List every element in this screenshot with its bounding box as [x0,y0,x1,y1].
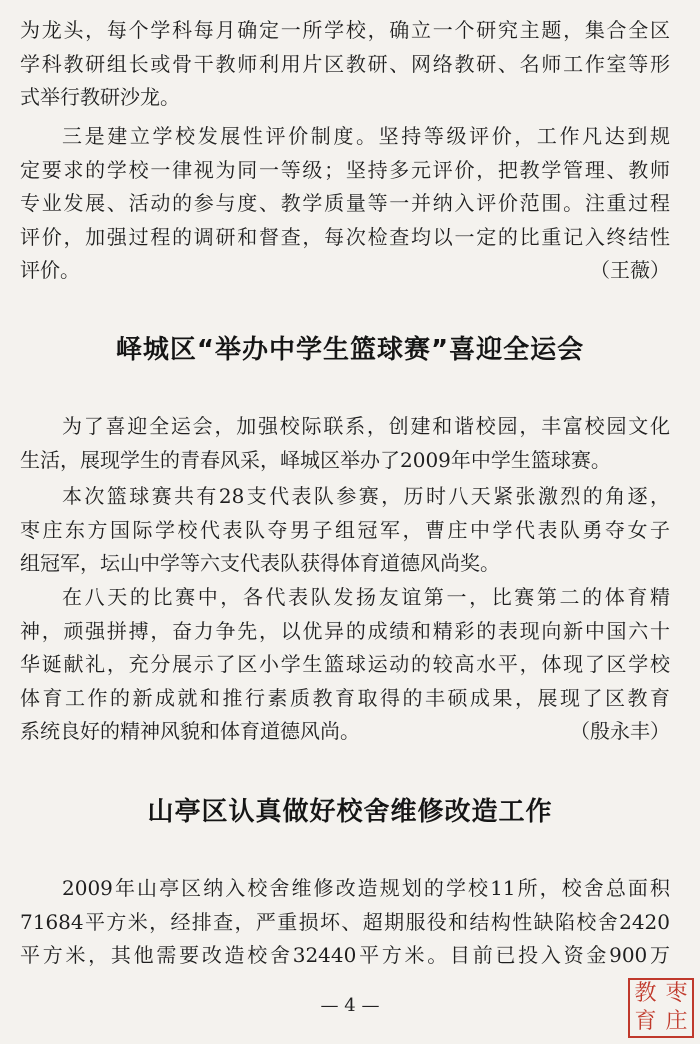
red-seal-stamp [628,978,694,1038]
text-fragment: 评价。 [20,258,80,282]
text-line: 生活，展现学生的青春风采，峄城区举办了2009年中学生篮球赛。 [20,447,611,472]
page-number: — 4 — [320,995,380,1016]
paragraph-renovation [0,872,700,973]
text-line: 学科教研组长或骨干教师利用片区教研、网络教研、名师工作室等形 [20,51,670,76]
text-line: 2009年山亭区纳入校舍维修改造规划的学校11所，校舍总面积 [62,876,670,900]
text-line: 定要求的学校一律视为同一等级；坚持多元评价，把教学管理、教师 [20,157,670,182]
text-line: 式举行教研沙龙。 [20,85,180,109]
paragraph-basketball-intro [0,410,700,477]
text-line: 71684平方米，经排查，严重损坏、超期服役和结构性缺陷校舍2420 [20,909,670,934]
stamp-char: 育 [634,1009,657,1034]
text-line: 体育工作的新成就和推行素质教育取得的丰硕成果，展现了区教育 [20,685,670,710]
text-line [0,715,700,749]
author-signature: （王薇） [590,258,670,282]
text-fragment: 系统良好的精神风貌和体育道德风尚。 [20,719,360,743]
text-line [0,254,700,288]
text-line: 三是建立学校发展性评价制度。坚持等级评价，工作凡达到规 [62,124,670,148]
text-line: 专业发展、活动的参与度、教学质量等一并纳入评价范围。注重过程 [20,191,670,215]
text-line: 为龙头，每个学科每月确定一所学校，确立一个研究主题，集合全区 [20,18,670,42]
paragraph-basketball-spirit [0,581,700,749]
text-line: 组冠军，坛山中学等六支代表队获得体育道德风尚奖。 [20,551,500,575]
text-line: 为了喜迎全运会，加强校际联系，创建和谐校园，丰富校园文化 [62,414,670,438]
text-line: 华诞献礼，充分展示了区小学生篮球运动的较高水平，体现了区学校 [20,652,670,676]
stamp-char: 教 [634,981,657,1006]
stamp-char: 庄 [665,1009,688,1034]
continuation-paragraph [0,14,700,115]
stamp-char: 枣 [665,981,688,1006]
text-line: 在八天的比赛中，各代表队发扬友谊第一，比赛第二的体育精 [62,585,670,609]
text-line: 评价，加强过程的调研和督查，每次检查均以一定的比重记入终结性 [20,224,670,249]
paragraph-basketball-results [0,480,700,581]
paragraph-evaluation-system [0,120,700,288]
text-line: 本次篮球赛共有28支代表队参赛，历时八天紧张激烈的角逐， [62,484,670,508]
text-line: 平方米，其他需要改造校舍32440平方米。目前已投入资金900万 [20,943,670,967]
article-title-renovation: 山亭区认真做好校舍维修改造工作 [147,797,553,827]
text-line: 神，顽强拼搏，奋力争先，以优异的成绩和精彩的表现向新中国六十 [20,618,670,643]
text-line: 枣庄东方国际学校代表队夺男子组冠军，曹庄中学代表队勇夺女子 [20,517,670,542]
article-title-basketball: 峄城区“举办中学生篮球赛”喜迎全运会 [115,335,585,365]
author-signature: （殷永丰） [570,719,670,743]
